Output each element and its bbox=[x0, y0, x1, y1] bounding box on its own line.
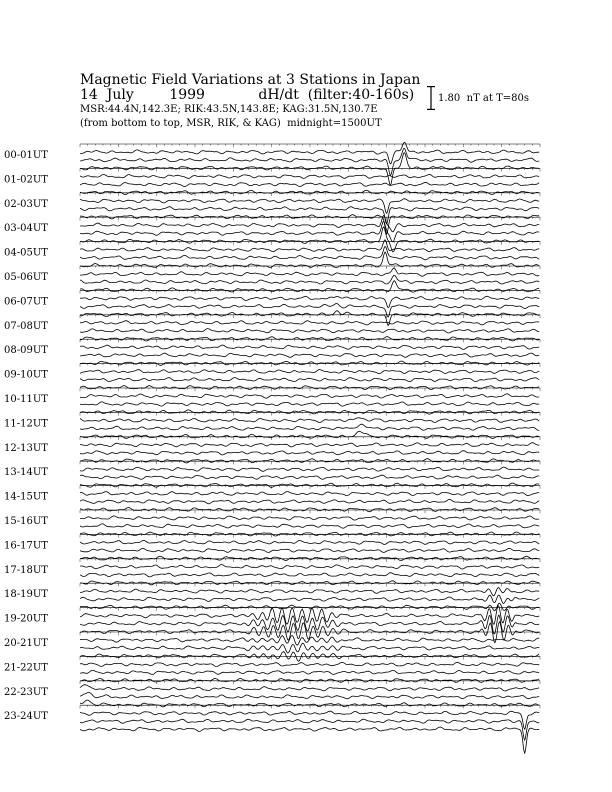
row-label: 11-12UT bbox=[4, 418, 48, 430]
trace-KAG bbox=[80, 565, 539, 569]
row-label: 00-01UT bbox=[4, 150, 48, 161]
trace-KAG bbox=[80, 394, 539, 398]
hour-row-21-22UT bbox=[4, 656, 540, 682]
chart-title: Magnetic Field Variations at 3 Stations in Japan bbox=[80, 72, 421, 88]
trace-KAG bbox=[80, 345, 539, 349]
hour-row-12-13UT bbox=[4, 437, 540, 463]
row-label: 12-13UT bbox=[4, 442, 48, 454]
hour-row-13-14UT bbox=[4, 461, 540, 487]
trace-RIK bbox=[80, 475, 539, 479]
trace-KAG bbox=[80, 467, 539, 471]
trace-RIK bbox=[80, 643, 539, 653]
trace-RIK bbox=[80, 670, 539, 674]
row-label: 21-22UT bbox=[4, 662, 48, 674]
trace-KAG bbox=[80, 685, 539, 691]
trace-KAG bbox=[80, 588, 539, 596]
hour-row-18-19UT bbox=[4, 583, 540, 611]
trace-KAG bbox=[80, 711, 539, 729]
hour-row-23-24UT bbox=[4, 705, 540, 753]
trace-RIK bbox=[80, 182, 539, 186]
trace-MSR bbox=[80, 311, 539, 326]
trace-KAG bbox=[80, 199, 539, 214]
hour-row-03-04UT bbox=[4, 216, 540, 252]
trace-KAG bbox=[80, 370, 539, 374]
hour-row-06-07UT bbox=[4, 290, 540, 325]
row-label: 14-15UT bbox=[4, 491, 48, 503]
row-label: 17-18UT bbox=[4, 564, 48, 576]
row-label: 05-06UT bbox=[4, 272, 48, 283]
row-label: 01-02UT bbox=[4, 174, 48, 186]
row-label: 10-11UT bbox=[4, 394, 48, 405]
trace-KAG bbox=[80, 268, 539, 276]
trace-KAG bbox=[80, 540, 539, 544]
trace-KAG bbox=[80, 662, 539, 666]
hour-row-22-23UT bbox=[4, 681, 540, 707]
trace-KAG bbox=[80, 418, 539, 423]
row-label: 23-24UT bbox=[4, 711, 48, 723]
row-label: 16-17UT bbox=[4, 540, 48, 552]
hour-row-17-18UT bbox=[4, 559, 540, 585]
chart-subtitle-date-filter: 14 July 1999 dH/dt (filter:40-160s) bbox=[80, 87, 415, 103]
trace-RIK bbox=[80, 221, 539, 242]
row-label: 18-19UT bbox=[4, 589, 48, 601]
station-coordinates: MSR:44.4N,142.3E; RIK:43.5N,143.8E; KAG:31.5N,130.7E bbox=[80, 104, 378, 115]
trace-KAG bbox=[80, 516, 539, 520]
trace-RIK bbox=[80, 548, 539, 552]
hour-row-02-03UT bbox=[4, 193, 540, 234]
trace-RIK bbox=[80, 329, 539, 333]
trace-RIK bbox=[80, 424, 539, 430]
trace-RIK bbox=[80, 595, 539, 603]
row-label: 02-03UT bbox=[4, 198, 48, 210]
hour-row-19-20UT bbox=[4, 606, 540, 643]
hour-row-20-21UT bbox=[4, 632, 540, 661]
hour-row-09-10UT bbox=[4, 364, 540, 390]
trace-KAG bbox=[80, 492, 539, 496]
hour-row-14-15UT bbox=[4, 486, 540, 512]
hour-row-00-01UT bbox=[4, 142, 540, 185]
trace-MSR bbox=[80, 603, 539, 611]
trace-RIK bbox=[80, 693, 539, 699]
trace-RIK bbox=[80, 378, 539, 382]
trace-RIK bbox=[80, 499, 539, 503]
trace-RIK bbox=[80, 451, 539, 455]
hour-row-07-08UT bbox=[4, 315, 540, 341]
trace-RIK bbox=[80, 353, 539, 357]
trace-KAG bbox=[80, 443, 539, 447]
row-label: 04-05UT bbox=[4, 247, 48, 259]
trace-RIK bbox=[80, 275, 539, 284]
trace-KAG bbox=[80, 174, 539, 178]
row-label: 08-09UT bbox=[4, 345, 48, 357]
trace-KAG bbox=[80, 321, 539, 325]
row-label: 13-14UT bbox=[4, 467, 48, 479]
trace-RIK bbox=[80, 402, 539, 406]
scale-label: 1.80 nT at T=80s bbox=[438, 93, 529, 104]
row-label: 06-07UT bbox=[4, 296, 48, 308]
hour-row-10-11UT bbox=[4, 388, 540, 414]
hour-row-16-17UT bbox=[4, 534, 540, 560]
row-label: 09-10UT bbox=[4, 369, 48, 381]
row-label: 15-16UT bbox=[4, 516, 48, 527]
hour-row-08-09UT bbox=[4, 339, 540, 365]
hour-row-05-06UT bbox=[4, 266, 540, 292]
trace-RIK bbox=[80, 573, 539, 577]
trace-MSR bbox=[80, 727, 539, 753]
row-label: 03-04UT bbox=[4, 223, 48, 235]
row-label: 20-21UT bbox=[4, 638, 48, 649]
row-label: 19-20UT bbox=[4, 613, 48, 625]
row-label: 22-23UT bbox=[4, 686, 48, 698]
row-label: 07-08UT bbox=[4, 320, 48, 332]
trace-RIK bbox=[80, 524, 539, 528]
hour-row-04-05UT bbox=[4, 240, 540, 268]
hour-row-01-02UT bbox=[4, 168, 540, 194]
trace-MSR bbox=[80, 252, 539, 268]
station-order-note: (from bottom to top, MSR, RIK, & KAG) midnight=1500UT bbox=[80, 118, 382, 129]
hour-row-11-12UT bbox=[4, 412, 540, 438]
hour-row-15-16UT bbox=[4, 510, 540, 536]
